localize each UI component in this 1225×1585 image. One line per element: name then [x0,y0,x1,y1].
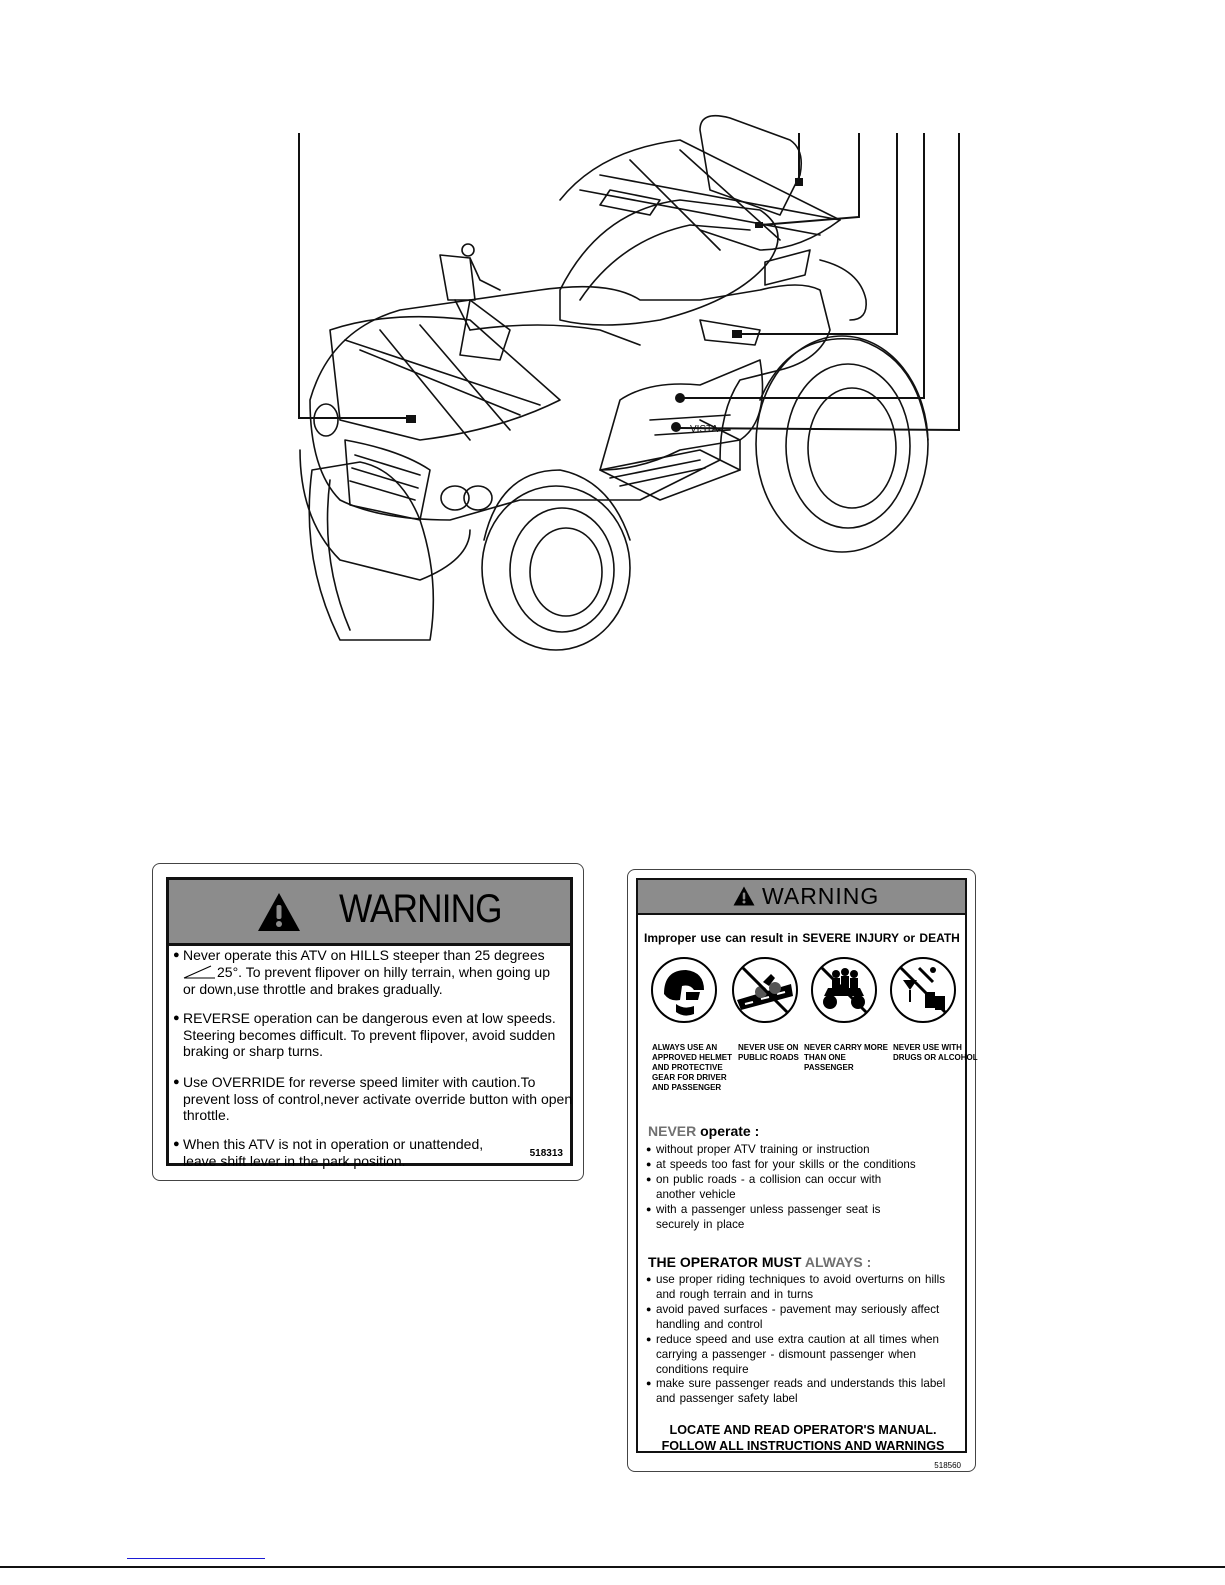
list-item: ● REVERSE operation can be dangerous even at low speeds. Steering becomes difficult. To prevent flipover, avoid sudden braking or sharp turns. [173,1010,556,1059]
label-leader-lines [299,133,959,430]
helmet-icon [650,956,718,1024]
label-part-number: 518560 [934,1461,961,1470]
list-item: ● at speeds too fast for your skills or the conditions [646,1158,916,1171]
list-item: ● When this ATV is not in operation or unattended, leave shift lever in the park position. [173,1136,484,1169]
list-item: ● use proper riding techniques to avoid overturns on hills and rough terrain and in turns [646,1273,945,1301]
no-drugs-alcohol-icon [889,956,957,1024]
list-item: ● Never operate this ATV on HILLS steeper than 25 degrees [173,947,545,963]
footer-link-underline [127,1558,265,1559]
list-item: ● make sure passenger reads and understands this label and passenger safety label [646,1377,946,1405]
warning-header [638,880,965,915]
pictogram-caption: ALWAYS USE AN APPROVED HELMET AND PROTECTIVE GEAR FOR DRIVER AND PASSENGER [652,1043,733,1092]
warning-triangle-icon [257,892,301,932]
atv-body [310,285,830,520]
list-item: ● on public roads - a collision can occur with another vehicle [646,1173,882,1201]
never-operate-title: NEVER operate : [648,1123,760,1139]
front-right-wheel [482,486,630,650]
pictogram-caption: NEVER USE ON PUBLIC ROADS [738,1043,799,1062]
warning-triangle-icon [733,886,755,906]
manual-footer-line1: LOCATE AND READ OPERATOR'S MANUAL. [669,1423,937,1437]
list-item-cont: or down,use throttle and brakes gradually. [183,981,443,997]
pictogram-caption: NEVER CARRY MORE THAN ONE PASSENGER [804,1043,889,1072]
page-bottom-rule [0,1566,1225,1568]
manual-footer-line2: FOLLOW ALL INSTRUCTIONS AND WARNINGS [661,1439,945,1453]
pictogram-caption: NEVER USE WITH DRUGS OR ALCOHOL [893,1043,978,1062]
no-passengers-icon [810,956,878,1024]
warning-title: WARNING [339,887,502,931]
list-item: ● Use OVERRIDE for reverse speed limiter with caution.To prevent loss of control,never activate override button with open throttle. [173,1074,573,1123]
warning-label-frame [636,878,978,1470]
slope-angle-icon [183,965,217,979]
angle-label: 25° [217,964,239,980]
atv-illustration [0,0,1225,660]
list-item: ● reduce speed and use extra caution at all times when carrying a passenger - dismount passenger when conditions require [646,1333,939,1376]
severe-injury-line: Improper use can result in SEVERE INJURY or DEATH [644,931,960,945]
warning-label-frame [166,877,573,1169]
warning-label-518560 [627,869,976,1472]
list-item: ● with a passenger unless passenger seat is securely in place [646,1203,881,1231]
label-part-number: 518313 [529,1148,563,1159]
list-item: ● avoid paved surfaces - pavement may seriously affect handling and control [646,1303,940,1331]
operator-always-title: THE OPERATOR MUST ALWAYS : [648,1254,872,1270]
atv-backrest [700,116,801,215]
warning-header [169,880,570,946]
svg-text:VISTA: VISTA [690,424,719,435]
warning-title: WARNING [762,883,880,909]
atv-seat [560,200,778,325]
warning-label-518313 [152,863,584,1181]
list-item-cont: 25°. To prevent flipover on hilly terrain, when going up [173,964,573,981]
no-public-roads-icon [731,956,799,1024]
list-item: ● without proper ATV training or instruction [646,1143,870,1156]
